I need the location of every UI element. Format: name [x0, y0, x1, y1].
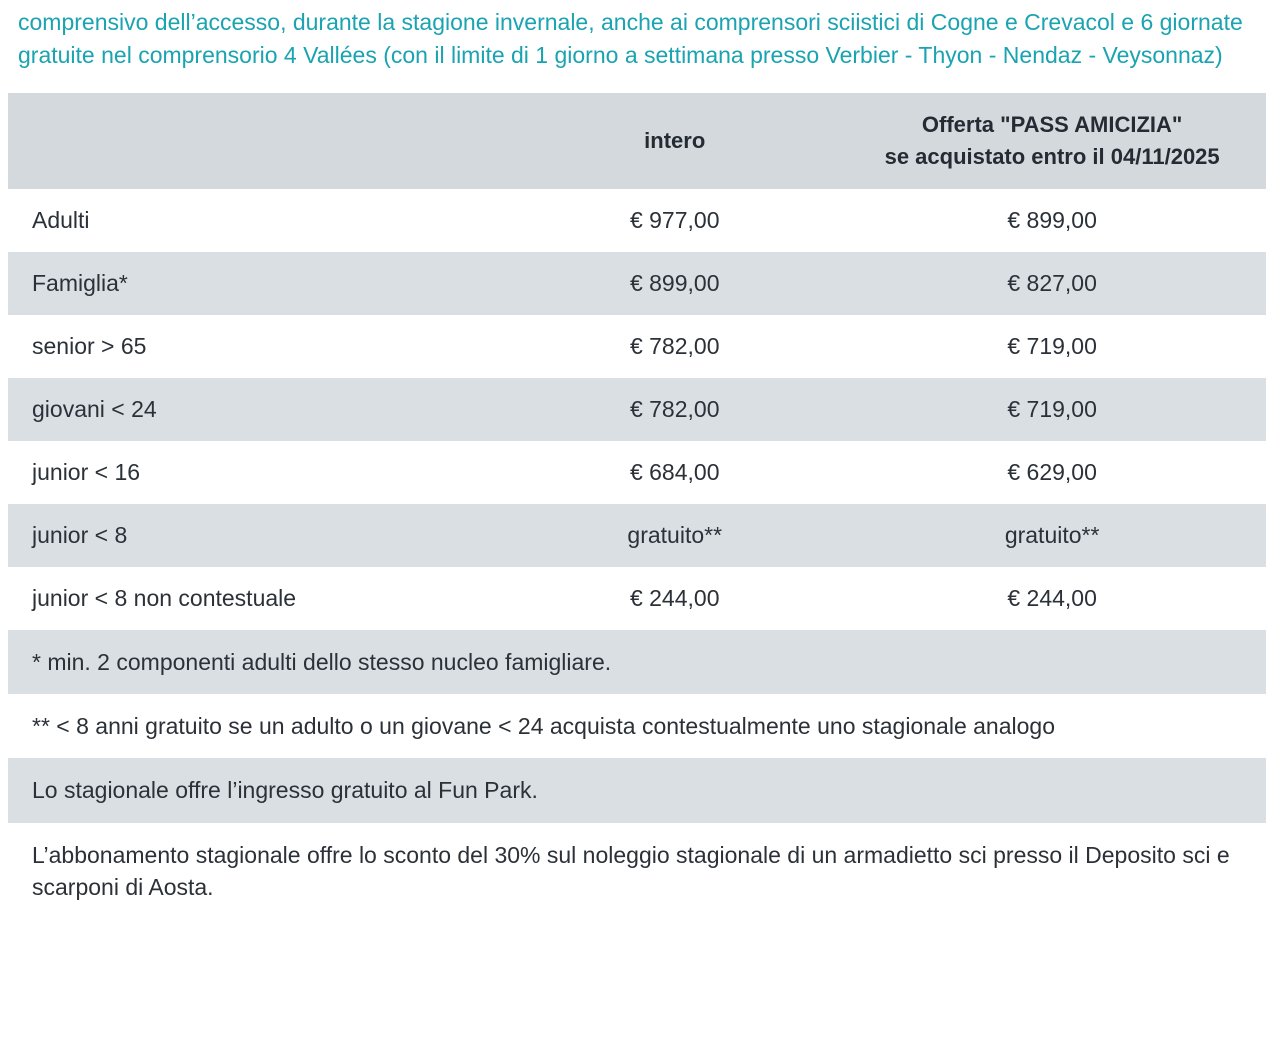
note-free-child-condition: ** < 8 anni gratuito se un adulto o un giovane < 24 acquista contestualmente uno stagionale analogo	[8, 694, 1266, 758]
row-label: junior < 16	[8, 441, 511, 504]
header-pass-title: Offerta "PASS AMICIZIA"	[921, 112, 1183, 138]
header-cell-intero: intero	[511, 93, 838, 189]
row-price-pass: € 827,00	[838, 252, 1266, 315]
row-price-intero: gratuito**	[511, 504, 838, 567]
row-price-pass: gratuito**	[838, 504, 1266, 567]
row-price-pass: € 719,00	[838, 378, 1266, 441]
table-header	[8, 93, 1266, 189]
row-label: senior > 65	[8, 315, 511, 378]
row-price-intero: € 782,00	[511, 378, 838, 441]
table-row	[8, 189, 1266, 252]
table-header-row	[8, 93, 1266, 189]
row-price-pass: € 899,00	[838, 189, 1266, 252]
price-table-container	[8, 93, 1266, 630]
note-fun-park: Lo stagionale offre l’ingresso gratuito al Fun Park.	[8, 758, 1266, 822]
row-price-pass: € 629,00	[838, 441, 1266, 504]
row-price-intero: € 899,00	[511, 252, 838, 315]
row-label: Adulti	[8, 189, 511, 252]
table-row	[8, 441, 1266, 504]
row-price-pass: € 719,00	[838, 315, 1266, 378]
intro-paragraph: comprensivo dell’accesso, durante la stagione invernale, anche ai comprensori sciistici di Cogne e Crevacol e 6 giornate gratuite nel comprensorio 4 Vallées (con il limite di 1 giorno a settimana presso Verbier - Thyon - Nendaz - Veysonnaz)	[18, 9, 1243, 68]
table-row	[8, 567, 1266, 630]
row-label: giovani < 24	[8, 378, 511, 441]
table-row	[8, 378, 1266, 441]
row-label: junior < 8 non contestuale	[8, 567, 511, 630]
row-price-intero: € 977,00	[511, 189, 838, 252]
table-row	[8, 504, 1266, 567]
header-cell-pass-amicizia	[838, 93, 1266, 189]
header-cell-category	[8, 93, 511, 189]
row-label: Famiglia*	[8, 252, 511, 315]
row-label: junior < 8	[8, 504, 511, 567]
table-body	[8, 189, 1266, 630]
row-price-pass: € 244,00	[838, 567, 1266, 630]
row-price-intero: € 782,00	[511, 315, 838, 378]
row-price-intero: € 244,00	[511, 567, 838, 630]
table-row	[8, 315, 1266, 378]
row-price-intero: € 684,00	[511, 441, 838, 504]
price-table	[8, 93, 1266, 630]
header-pass-subtitle: se acquistato entro il 04/11/2025	[884, 144, 1220, 170]
notes-section	[8, 630, 1266, 919]
note-locker-discount: L’abbonamento stagionale offre lo sconto del 30% sul noleggio stagionale di un armadietto sci presso il Deposito sci e scarponi di Aosta.	[8, 823, 1266, 919]
table-row	[8, 252, 1266, 315]
note-family-condition: * min. 2 componenti adulti dello stesso nucleo famigliare.	[8, 630, 1266, 694]
